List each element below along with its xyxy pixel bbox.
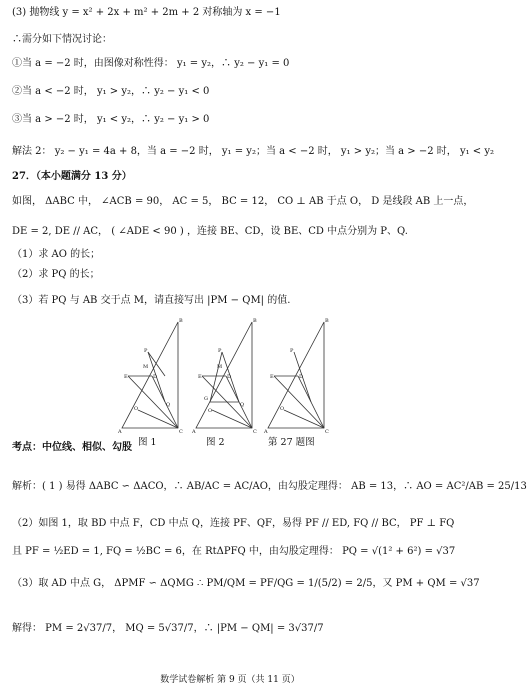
label-D: D: [299, 374, 304, 380]
label-Q: Q: [166, 402, 171, 408]
figure-3-caption: 第 27 题图: [268, 437, 315, 448]
line-q27-part-1: （1）求 AO 的长；: [12, 249, 101, 260]
label-A: A: [192, 429, 196, 435]
label-D: D: [227, 374, 232, 380]
line-q27-stem-1: 如图， ΔABC 中， ∠ACB = 90， AC = 5， BC = 12， CO ⊥ AB 于点 O， D 是线段 AB 上一点，: [12, 196, 474, 207]
figure-2-caption: 图 2: [206, 437, 225, 448]
label-O: O: [134, 406, 139, 412]
page-footer: 数学试卷解析 第 9 页（共 11 页）: [160, 675, 300, 685]
figure-2: [192, 316, 258, 434]
line-q27-stem-2: DE = 2, DE // AC， ( ∠ADE < 90 ) ，连接 BE、CD，设 BE、CD 中点分别为 P、Q.: [12, 226, 408, 237]
line-q27-part-2: （2）求 PQ 的长；: [12, 269, 100, 280]
label-P: P: [218, 348, 222, 354]
figure-3: [264, 316, 330, 434]
line-method-2: 解法 2： y₂ − y₁ = 4a + 8，当 a = −2 时， y₁ = y₂；当 a < −2 时， y₁ > y₂；当 a > −2 时， y₁ < y₂: [12, 146, 495, 157]
label-M: M: [143, 364, 149, 370]
label-C: C: [179, 429, 183, 435]
line-solution-3a: （3）取 AD 中点 G， ΔPMF ∽ ΔQMG ∴ PM/QM = PF/QG = 1/(5/2) = 2/5，又 PM + QM = √37: [12, 578, 480, 589]
label-A: A: [118, 429, 122, 435]
line-solution-2b: 且 PF = ½ED = 1, FQ = ½BC = 6，在 RtΔPFQ 中，由勾股定理得： PQ = √(1² + 6²) = √37: [12, 546, 456, 557]
label-C: C: [325, 429, 329, 435]
line-q27-part-3: （3）若 PQ 与 AB 交于点 M，请直接写出 |PM − QM| 的值.: [12, 295, 291, 306]
line-case-3: ③当 a > −2 时， y₁ < y₂，∴ y₂ − y₁ > 0: [12, 114, 210, 125]
figure-1-caption: 图 1: [138, 437, 157, 448]
line-cases-intro: ∴需分如下情况讨论：: [12, 34, 112, 45]
label-E: E: [124, 374, 128, 380]
line-solution-3b: 解得： PM = 2√37/7， MQ = 5√37/7，∴ |PM − QM| = 3√37/7: [12, 623, 324, 634]
line-case-2: ②当 a < −2 时， y₁ > y₂，∴ y₂ − y₁ < 0: [12, 86, 210, 97]
label-E: E: [270, 374, 274, 380]
figure-1: [118, 316, 184, 434]
line-solution-1: 解析：( 1 ) 易得 ΔABC ∽ ΔACO，∴ AB/AC = AC/AO，由勾股定理得： AB = 13，∴ AO = AC²/AB = 25/13: [12, 481, 527, 492]
label-A: A: [264, 429, 268, 435]
line-solution-2a: （2）如图 1，取 BD 中点 F，CD 中点 Q，连接 PF、QF，易得 PF // ED, FQ // BC， PF ⊥ FQ: [12, 518, 455, 529]
line-q27-title: 27．（本小题满分 13 分）: [12, 171, 132, 182]
line-test-points: 考点：中位线、相似、勾股: [12, 442, 132, 453]
label-P: P: [290, 348, 294, 354]
label-E: E: [198, 374, 202, 380]
label-M: M: [217, 364, 223, 370]
label-Q: Q: [240, 402, 245, 408]
line-case-1: ①当 a = −2 时，由图像对称性得： y₁ = y₂，∴ y₂ − y₁ = 0: [12, 58, 290, 69]
label-B: B: [253, 318, 257, 324]
label-C: C: [253, 429, 257, 435]
label-B: B: [179, 318, 183, 324]
line-parabola-axis: (3) 抛物线 y = x² + 2x + m² + 2m + 2 对称轴为 x = −1: [12, 7, 281, 18]
label-P: P: [144, 348, 148, 354]
label-G: G: [204, 396, 208, 402]
label-D: D: [153, 374, 158, 380]
label-O: O: [280, 406, 285, 412]
label-O: O: [208, 408, 213, 414]
label-B: B: [325, 318, 329, 324]
